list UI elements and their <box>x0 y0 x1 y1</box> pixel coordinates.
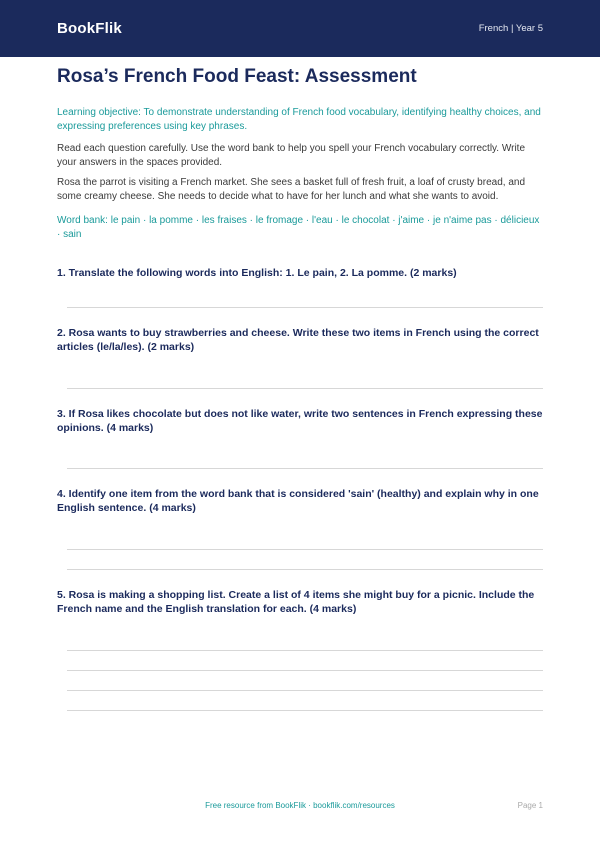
page-number: Page 1 <box>517 801 543 810</box>
subject-label: French <box>478 23 509 34</box>
answer-line[interactable] <box>67 650 543 651</box>
footer-credit: Free resource from BookFlik · bookflik.com/resources <box>205 801 395 810</box>
worksheet-content <box>57 64 543 711</box>
answer-line[interactable] <box>67 307 543 308</box>
question-1 <box>57 266 543 308</box>
question-text: 4. Identify one item from the word bank that is considered 'sain' (healthy) and explain why in one English sentence. (4 marks) <box>57 488 539 514</box>
question-text: 3. If Rosa likes chocolate but does not like water, write two sentences in French expressing these opinions. (4 marks) <box>57 408 543 434</box>
question-2 <box>57 326 543 389</box>
question-4 <box>57 487 543 570</box>
answer-line[interactable] <box>67 468 543 469</box>
answer-line[interactable] <box>67 710 543 711</box>
answer-line[interactable] <box>67 388 543 389</box>
answer-line[interactable] <box>67 569 543 570</box>
page-title: Rosa’s French Food Feast: Assessment <box>57 66 417 87</box>
meta-separator: | <box>510 23 514 34</box>
story-text: Rosa the parrot is visiting a French market. She sees a basket full of fresh fruit, a loaf of crusty bread, and some creamy cheese. She needs to decide what to have for her lunch and what she wants to avoid. <box>57 177 526 202</box>
brand-logo: BookFlik <box>57 20 122 37</box>
instructions-text: Read each question carefully. Use the word bank to help you spell your French vocabulary correctly. Write your answers in the spaces provided. <box>57 143 526 168</box>
question-text: 1. Translate the following words into English: 1. Le pain, 2. La pomme. (2 marks) <box>57 267 457 279</box>
learning-objective: Learning objective: To demonstrate understanding of French food vocabulary, identifying healthy choices, and expressing preferences using key phrases. <box>57 107 541 132</box>
page-footer <box>0 801 600 815</box>
question-5 <box>57 588 543 711</box>
answer-line[interactable] <box>67 549 543 550</box>
page-header <box>0 0 600 57</box>
subject-year-label <box>479 23 543 34</box>
question-3 <box>57 407 543 469</box>
word-bank: Word bank: le pain · la pomme · les fraises · le fromage · l'eau · le chocolat · j'aime · je n'aime pas · délicieux · sain <box>57 215 540 240</box>
question-text: 2. Rosa wants to buy strawberries and cheese. Write these two items in French using the correct articles (le/la/les). (2 marks) <box>57 327 539 353</box>
question-text: 5. Rosa is making a shopping list. Create a list of 4 items she might buy for a picnic. Include the French name and the English translation for each. (4 marks) <box>57 589 535 615</box>
year-label: Year 5 <box>515 23 543 34</box>
answer-line[interactable] <box>67 690 543 691</box>
answer-line[interactable] <box>67 670 543 671</box>
